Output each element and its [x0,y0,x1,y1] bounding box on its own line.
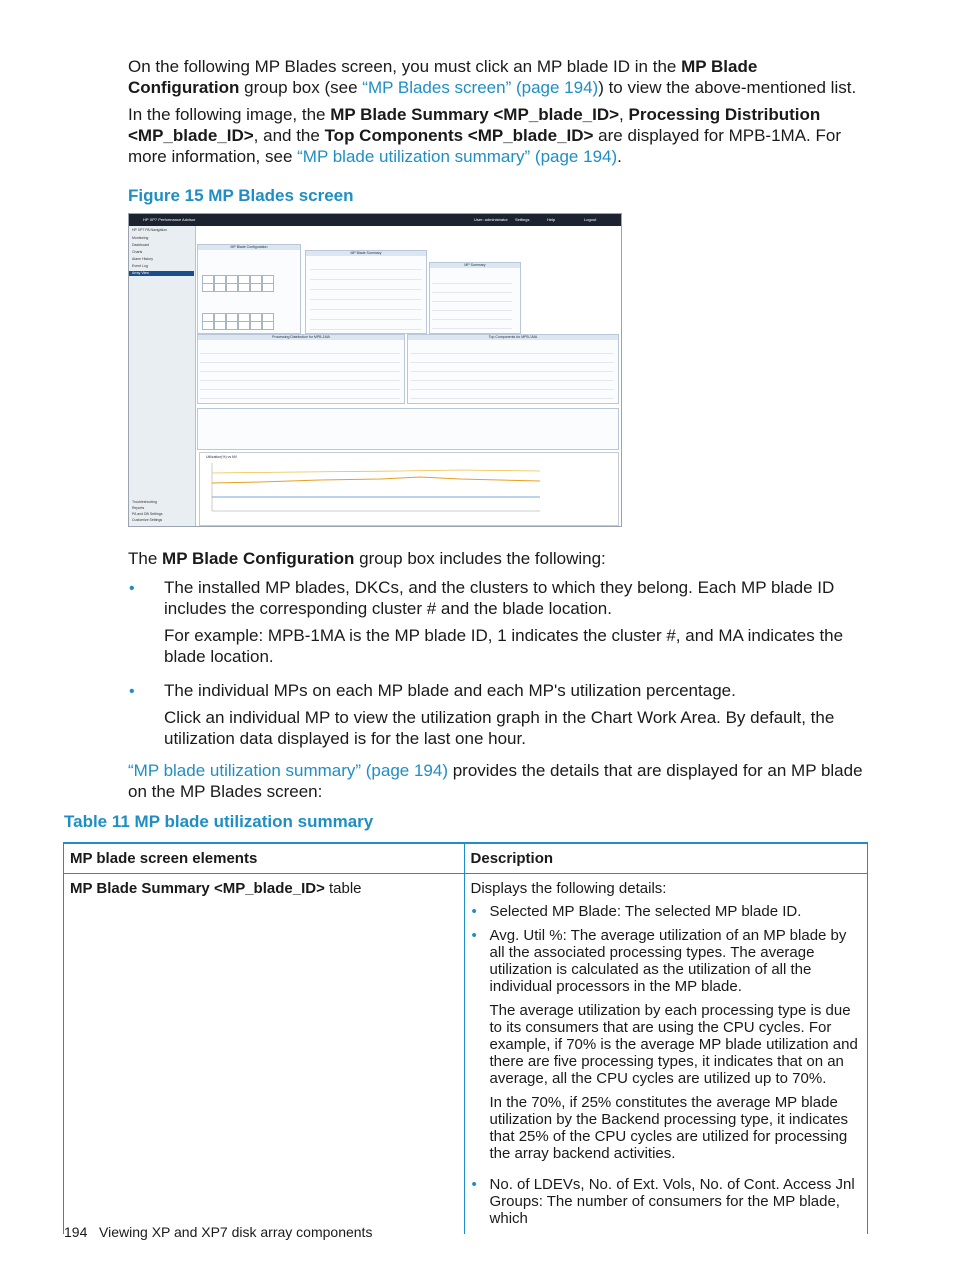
mp-row [432,313,512,320]
component-row [410,356,614,363]
help-link[interactable]: Help [547,217,556,222]
distribution-row [200,392,400,399]
app-title: HP XP7 Performance Advisor [143,217,196,222]
distribution-row [200,383,400,390]
text: . [617,147,622,166]
summary-row [310,313,422,320]
component-row [410,374,614,381]
utilization-chart [199,452,619,526]
list-item [471,927,861,1162]
item-text: No. of LDEVs, No. of Ext. Vols, No. of Cont. Access Jnl Groups: The number of consumers for the MP blade, which [489,1176,855,1227]
intro-paragraph-1 [128,56,873,98]
distribution-row [200,347,400,354]
mp-cell[interactable] [250,283,262,292]
component-row [410,365,614,372]
app-header [129,214,621,226]
mp-cell[interactable] [202,283,214,292]
page-footer [64,1222,372,1243]
mp-cell[interactable] [238,321,250,330]
link-mp-blade-utilization-summary[interactable]: “MP blade utilization summary” (page 194) [297,147,618,166]
mp-row [432,322,512,329]
text: , and the [253,126,325,145]
settings-link[interactable]: Settings [515,217,530,222]
mp-cell[interactable] [226,283,238,292]
distribution-row [200,356,400,363]
bullet-icon: • [471,1176,477,1193]
mp-blade-configuration-panel [197,244,301,334]
text: group box (see [239,78,363,97]
bullet-item-1: The installed MP blades, DKCs, and the clusters to which they belong. Each MP blade ID includes the corresponding cluster # and the blade location. [164,578,835,618]
top-components-panel [407,334,619,404]
text: In the following image, the [128,105,331,124]
description-cell [464,874,867,1235]
distribution-row [200,365,400,372]
text: The [128,549,163,568]
bold-term: Processing Distribution <MP_blade_ID> [128,105,821,145]
text: group box includes the following: [354,549,606,568]
mp-blade-summary-panel [305,250,427,334]
body-paragraph [128,760,873,802]
bullet-item-2-detail: Click an individual MP to view the utilization graph in the Chart Work Area. By default, the utilization data displayed is for the last one hour. [164,708,835,748]
item-text: In the 70%, if 25% constitutes the average MP blade utilization by the Backend processing type, it indicates that 25% of the CPU cycles are utilized for processing the array backend activities. [489,1094,849,1162]
chart-settings-panel [197,408,619,450]
text: , [619,105,629,124]
bold-term: MP Blade Configuration [162,549,355,568]
footer-section: Viewing XP and XP7 disk array components [99,1224,373,1240]
mp-row [432,304,512,311]
item-text: The average utilization by each processing type is due to its consumers that are using the CPU cycles. For example, if 70% is the average MP blade utilization and there are five processing types, it indicates that on an average, all the CPU cycles are utilized up to 70%. [489,1002,858,1087]
list-item [471,1176,861,1227]
utilization-summary-table [63,842,868,1234]
chart-title: Utilization(%) vs Mil [206,455,237,459]
component-row [410,347,614,354]
summary-row [310,293,422,300]
nav-item[interactable]: Customize Settings [132,518,163,522]
mp-cell[interactable] [214,283,226,292]
nav-item[interactable]: Charts [132,250,143,254]
table-caption: Table 11 MP blade utilization summary [64,812,374,831]
nav-item[interactable]: Monitoring [132,236,149,240]
mp-cell[interactable] [226,321,238,330]
summary-row [310,323,422,330]
text: table [324,880,362,897]
summary-row [310,283,422,290]
page-number: 194 [64,1224,88,1240]
mp-cell[interactable] [238,283,250,292]
element-name-cell [64,874,465,1235]
distribution-row [200,374,400,381]
bullet-icon: • [129,683,135,700]
mp-cell[interactable] [262,321,274,330]
bold-term: MP Blade Summary <MP_blade_ID> [330,105,620,124]
component-row [410,383,614,390]
text: On the following MP Blades screen, you must click an MP blade ID in the [128,57,682,76]
table-header-row [64,843,868,874]
panel-title: Processing Distribution for MPB-1MA [198,335,404,340]
mp-blades-screenshot [128,213,622,527]
mp-cell[interactable] [202,321,214,330]
summary-row [310,273,422,280]
table-row [64,874,868,1235]
bullet-item-1-example: For example: MPB-1MA is the MP blade ID, 1 indicates the cluster #, and MA indicates the blade location. [164,626,844,666]
summary-row [310,263,422,270]
column-header: MP blade screen elements [64,843,465,874]
nav-item[interactable]: PA and DB Settings [132,512,163,516]
nav-item[interactable]: Reports [132,506,145,510]
nav-item[interactable]: Troubleshooting [132,500,157,504]
nav-item[interactable]: HP XP7 PA Navigation [132,228,168,232]
nav-item[interactable]: Event Log [132,264,148,268]
body-paragraph [128,548,606,569]
mp-row [432,277,512,284]
bullet-icon: • [471,927,477,944]
list-item [471,903,861,920]
summary-row [310,303,422,310]
panel-title: Top Components for MPB-1MA [408,335,618,340]
navigation-pane [129,226,196,526]
description-intro: Displays the following details: [470,880,667,897]
mp-cell[interactable] [250,321,262,330]
mp-row [432,286,512,293]
processing-distribution-panel [197,334,405,404]
mp-summary-panel [429,262,521,334]
element-name: MP Blade Summary <MP_blade_ID> [70,880,325,897]
link-mp-blades-screen[interactable]: “MP Blades screen” (page 194) [362,78,599,97]
link-mp-blade-utilization-summary[interactable]: “MP blade utilization summary” (page 194) [128,761,448,780]
text: are displayed for MPB-1MA. For more information, see [128,126,841,166]
nav-item[interactable]: Dashboard [132,243,150,247]
user-label: User: administrator [474,217,508,222]
nav-item[interactable]: Alarm History [132,257,154,261]
text: provides the details that are displayed for an MP blade on the MP Blades screen: [128,761,863,801]
intro-paragraph-2 [128,104,873,167]
nav-item-selected[interactable]: Array View [129,271,194,276]
description-list [471,903,861,1227]
mp-cell[interactable] [214,321,226,330]
text: ) to view the above-mentioned list. [598,78,857,97]
panel-title: MP Blade Summary [306,251,426,256]
item-text: Selected MP Blade: The selected MP blade ID. [489,903,802,920]
figure-caption: Figure 15 MP Blades screen [128,186,354,205]
mp-row [432,295,512,302]
bold-term: Top Components <MP_blade_ID> [324,126,594,145]
item-text: Avg. Util %: The average utilization of an MP blade by all the associated processing types. The average utilization is calculated as the utilization of all the individual processors in the MP blade. [489,927,847,995]
bullet-icon: • [471,903,477,920]
bullet-item-2: The individual MPs on each MP blade and each MP's utilization percentage. [164,681,736,700]
bold-term: MP Blade Configuration [128,57,758,97]
bullet-icon: • [129,580,135,597]
column-header: Description [464,843,867,874]
mp-cell[interactable] [262,283,274,292]
panel-title: MP Summary [430,263,520,268]
chart-lines [200,453,618,525]
component-row [410,392,614,399]
logout-link[interactable]: Logout [584,217,597,222]
panel-title: MP Blade Configuration [198,245,300,250]
